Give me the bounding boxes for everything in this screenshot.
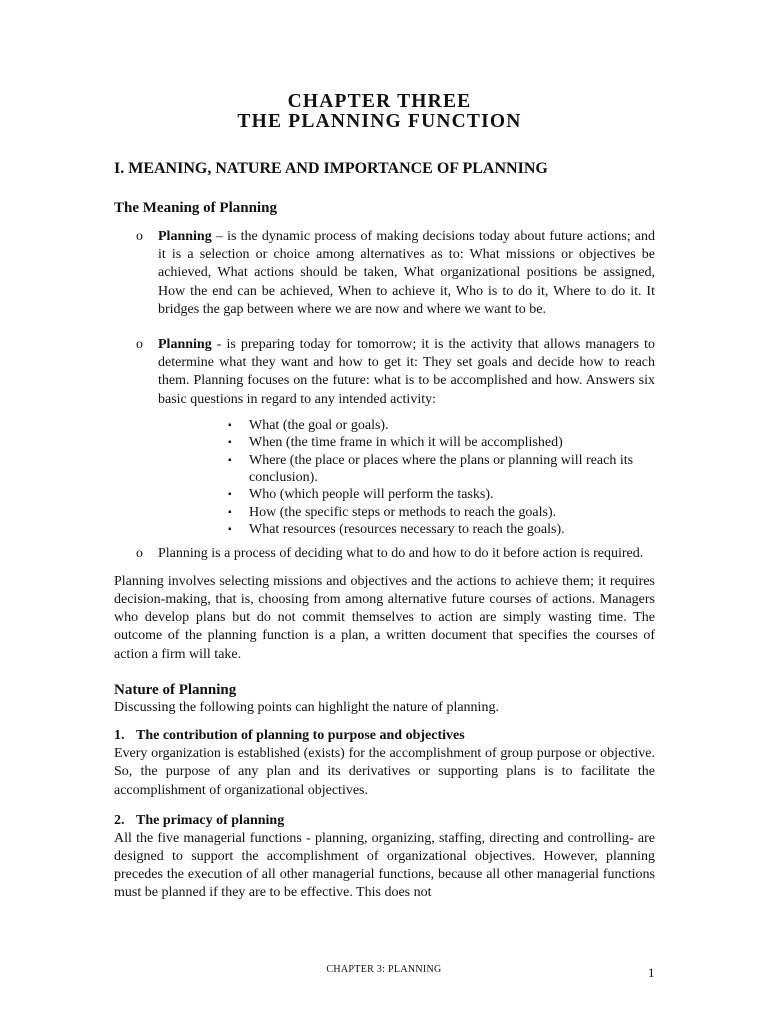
question-item: [114, 486, 655, 503]
point2-text: All the five managerial functions - planning, organizing, staffing, directing and controlling- are designed to support the accomplishment of organizational objectives. However, planning precedes the execution of all other managerial functions, because all other managerial functions must be planned if they are to be effective. This does not: [114, 830, 655, 901]
definition-text: – is the dynamic process of making decisions today about future actions; and it is a selection or choice among alternatives as to: What missions or objectives be achieved, What actions should be taken, What organizational positions be assigned, How the end can be achieved, When to achieve it, Who is to do it, Where to do it. It bridges the gap between where we are now and where we want to be.: [158, 229, 655, 317]
point2-heading: [114, 812, 655, 830]
term-planning: Planning: [158, 229, 212, 244]
definition-text: Planning is a process of deciding what to do and how to do it before action is required.: [158, 545, 644, 561]
square-bullet: ▪: [228, 489, 232, 501]
point1-heading: [114, 727, 655, 745]
question-item: [114, 434, 655, 451]
chapter-number: CHAPTER THREE: [287, 91, 472, 112]
question-item: [114, 417, 655, 434]
nature-heading: Nature of Planning: [114, 681, 237, 698]
square-bullet: ▪: [228, 419, 232, 431]
square-bullet: ▪: [228, 506, 232, 518]
square-bullet: ▪: [228, 437, 232, 449]
body-paragraph: Planning involves selecting missions and objectives and the actions to achieve them; it requires decision-making, that is, choosing from among alternative future courses of actions. Managers who develop plans but do not commit themselves to action are simply wasting time. The outcome of the planning function is a plan, a written document that specifies the courses of action a firm will take.: [114, 573, 655, 662]
point-number: 1.: [114, 728, 125, 744]
list-item: [114, 228, 655, 319]
questions-list: [114, 417, 655, 539]
square-bullet: ▪: [228, 524, 232, 536]
definition-text: - is preparing today for tomorrow; it is the activity that allows managers to determine what they want and how to get it: They set goals and decide how to reach them. Planning focuses on the future: what is to be accomplished and how. Answers six basic questions in regard to any intended activity:: [158, 337, 655, 407]
page-number: 1: [648, 965, 655, 980]
meaning-bullet-list: [114, 228, 655, 563]
list-item: [114, 336, 655, 539]
point-title: The primacy of planning: [136, 812, 285, 828]
square-bullet: ▪: [228, 454, 232, 466]
chapter-title: THE PLANNING FUNCTION: [237, 111, 522, 132]
question-text: What (the goal or goals).: [249, 417, 389, 433]
point-number: 2.: [114, 812, 125, 828]
question-text: How (the specific steps or methods to reach the goals).: [249, 504, 557, 520]
page-content: [114, 92, 655, 903]
list-item: [114, 545, 655, 563]
question-text: When (the time frame in which it will be accomplished): [249, 435, 563, 451]
bullet-marker: o: [136, 229, 143, 244]
section-heading: I. MEANING, NATURE AND IMPORTANCE OF PLANNING: [114, 160, 548, 177]
point-title: The contribution of planning to purpose and objectives: [136, 728, 465, 744]
question-item: [114, 504, 655, 521]
page-footer: CHAPTER 3: PLANNING: [326, 964, 442, 975]
question-text: Who (which people will perform the tasks).: [249, 487, 494, 503]
bullet-marker: o: [136, 545, 143, 561]
question-text: What resources (resources necessary to reach the goals).: [249, 522, 565, 538]
nature-intro: Discussing the following points can highlight the nature of planning.: [114, 699, 499, 715]
point1-text: Every organization is established (exists) for the accomplishment of group purpose or objective. So, the purpose of any plan and its derivatives or supporting plans is to facilitate the accomplishment of organizational objectives.: [114, 746, 655, 798]
bullet-marker: o: [136, 337, 143, 353]
question-text: Where (the place or places where the plans or planning will reach its conclusion).: [249, 452, 634, 486]
meaning-heading: The Meaning of Planning: [114, 200, 277, 216]
term-planning: Planning: [158, 337, 212, 353]
question-item: [114, 452, 655, 487]
question-item: [114, 521, 655, 538]
